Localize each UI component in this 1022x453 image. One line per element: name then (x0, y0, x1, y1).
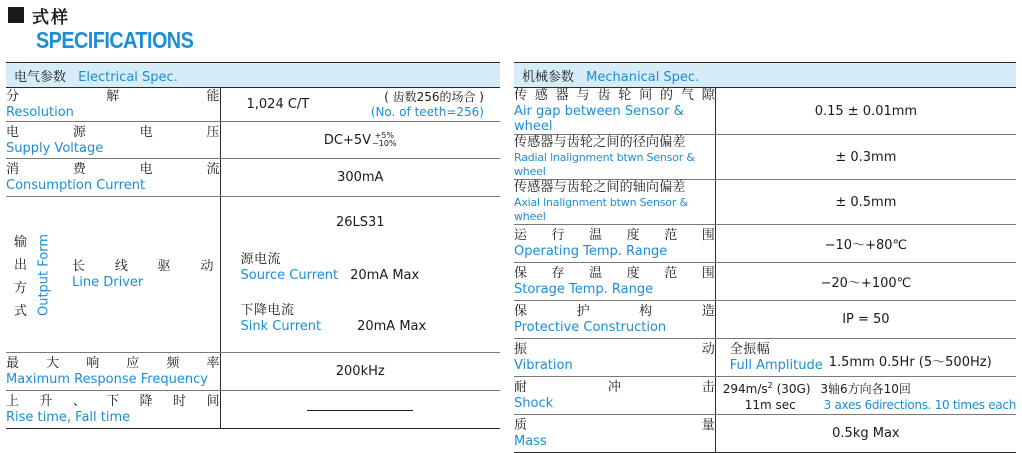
resolution-value: 1,024 C/T (246, 97, 310, 112)
shock-duration: 11m sec (744, 398, 796, 412)
label-char: 量 (701, 418, 715, 433)
label-char: 降 (139, 394, 153, 409)
title-row (8, 4, 219, 26)
voltage-tolerance-plus: +5% (374, 131, 395, 140)
axial-value: ± 0.5mm (715, 180, 1016, 225)
label-char: 范 (664, 266, 678, 281)
label-char: 保 (514, 266, 528, 281)
resolution-row (6, 88, 500, 122)
label-char: 轮 (618, 88, 632, 103)
label-char: 气 (680, 88, 694, 103)
label-char: 出 (14, 257, 28, 273)
electrical-header-cn: 电气参数 (14, 69, 67, 85)
max-response-label-en: Maximum Response Frequency (6, 372, 208, 387)
shock-acceleration: 294m/s (722, 382, 768, 396)
label-char: 分 (6, 89, 20, 104)
electrical-spec-table (6, 62, 500, 429)
label-char: 冲 (607, 380, 621, 395)
shock-label (514, 377, 715, 415)
voltage-tolerance-minus: −10% (372, 139, 397, 148)
mass-label (514, 415, 715, 453)
electrical-spec-header (6, 63, 500, 88)
consumption-current-row (6, 159, 500, 197)
operating-temp-label-cn (514, 228, 715, 244)
output-form-label-cn (6, 231, 34, 319)
supply-voltage-row (6, 122, 500, 159)
resolution-label-en: Resolution (6, 105, 74, 120)
label-char: 感 (534, 88, 548, 103)
label-char: 行 (551, 228, 565, 243)
vibration-label (514, 339, 715, 377)
rise-fall-value-cell (220, 391, 500, 429)
label-char: 率 (206, 356, 220, 371)
storage-temp-value: −20～+100℃ (715, 263, 1016, 301)
label-char: 质 (514, 418, 528, 433)
mass-row (514, 415, 1016, 453)
mechanical-spec-header (514, 63, 1016, 88)
mass-label-cn (514, 418, 715, 434)
shock-g-value: (30G) (772, 382, 811, 396)
line-driver-label-en: Line Driver (72, 275, 144, 290)
storage-temp-label-en: Storage Temp. Range (514, 282, 654, 297)
label-char: 温 (589, 228, 603, 243)
mechanical-spec-table (514, 62, 1016, 453)
air-gap-label-cn (514, 88, 715, 104)
axial-label (514, 180, 715, 225)
line-driver-label-cn (72, 259, 214, 275)
label-char: 运 (514, 228, 528, 243)
label-char: 器 (555, 88, 569, 103)
output-chip: 26LS31 (335, 215, 385, 230)
storage-temp-row (514, 263, 1016, 301)
radial-label-cn: 传感器与齿轮之间的径向偏差 (514, 135, 686, 150)
mechanical-header-cn: 机械参数 (522, 69, 575, 85)
source-current-cn: 源电流 (240, 252, 282, 267)
operating-temp-label-en: Operating Temp. Range (514, 244, 668, 259)
radial-label (514, 135, 715, 180)
label-char: 的 (660, 88, 674, 103)
shock-label-cn (514, 380, 715, 396)
page-title-en: SPECIFICATIONS (36, 27, 194, 53)
operating-temp-row (514, 225, 1016, 263)
page-header (8, 4, 219, 54)
label-char: 造 (701, 304, 715, 319)
sink-current-en: Sink Current (240, 319, 322, 334)
label-char: 传 (514, 88, 528, 103)
axial-label-en: Axial lnalignment btwn Sensor & wheel (514, 196, 688, 223)
label-char: 最 (6, 356, 20, 371)
label-char: 频 (166, 356, 180, 371)
rise-fall-label-cn (6, 394, 220, 410)
sink-current-value: 20mA Max (357, 319, 427, 334)
label-char: 电 (139, 162, 153, 177)
label-char: 线 (114, 259, 128, 274)
label-char: 耐 (514, 380, 528, 395)
output-form-row (6, 197, 500, 353)
shock-value-cell (715, 377, 1016, 415)
output-form-label-en-wrap (34, 225, 54, 325)
rise-fall-label-en: Rise time, Fall time (6, 410, 131, 425)
label-char: 度 (626, 228, 640, 243)
consumption-current-value: 300mA (220, 159, 500, 197)
label-char: 式 (14, 303, 28, 319)
radial-row (514, 135, 1016, 180)
label-char: 上 (6, 394, 20, 409)
label-char: 输 (14, 234, 28, 250)
black-square-bullet-icon (8, 7, 24, 23)
air-gap-label-en: Air gap between Sensor & wheel (514, 104, 684, 134)
resolution-label-cn (6, 89, 220, 105)
protective-row (514, 301, 1016, 339)
vibration-label-cn (514, 342, 715, 358)
radial-label-en: Radial lnalignment btwn Sensor & wheel (514, 151, 695, 178)
label-char: 护 (576, 304, 590, 319)
mechanical-header-en: Mechanical Spec. (586, 69, 700, 85)
operating-temp-label (514, 225, 715, 263)
label-char: 度 (626, 266, 640, 281)
label-char: 消 (6, 162, 20, 177)
label-char: 电 (6, 124, 20, 140)
storage-temp-label (514, 263, 715, 301)
axial-label-cn: 传感器与齿轮之间的轴向偏差 (514, 180, 686, 195)
shock-directions-en: 3 axes 6directions. 10 times each (823, 398, 1016, 412)
full-amplitude-cn: 全振幅 (729, 342, 771, 357)
label-char: 驱 (157, 259, 171, 274)
output-form-label-en: Output Form (36, 233, 52, 316)
max-response-label-cn (6, 356, 220, 372)
rise-fall-row (6, 391, 500, 429)
mass-value: 0.5kg Max (715, 415, 1016, 453)
max-response-value: 200kHz (220, 353, 500, 391)
rise-fall-empty-line (307, 410, 413, 411)
label-char: 流 (206, 162, 220, 177)
label-char: 能 (206, 89, 220, 104)
label-char: 时 (173, 394, 187, 409)
label-char: 击 (701, 380, 715, 395)
vibration-value-cell (715, 339, 1016, 377)
supply-voltage-label (6, 122, 220, 159)
supply-voltage-value: DC+5V (323, 132, 372, 148)
vibration-value: 1.5mm 0.5Hr (5～500Hz) (828, 355, 992, 370)
label-char: 范 (664, 228, 678, 243)
label-char: 温 (589, 266, 603, 281)
label-char: 围 (701, 228, 715, 243)
air-gap-value: 0.15 ± 0.01mm (715, 88, 1016, 135)
label-char: 源 (72, 124, 86, 140)
resolution-note-cn: ( 齿数256的场合 ) (384, 89, 484, 104)
operating-temp-value: −10～+80℃ (715, 225, 1016, 263)
label-char: 响 (86, 356, 100, 371)
label-char: 升 (39, 394, 53, 409)
label-char: 围 (701, 266, 715, 281)
protective-value: IP = 50 (715, 301, 1016, 339)
label-char: 长 (72, 259, 86, 274)
shock-label-en: Shock (514, 396, 554, 411)
label-char: 存 (551, 266, 565, 281)
label-char: 齿 (597, 88, 611, 103)
consumption-current-label-cn (6, 162, 220, 178)
label-char: 保 (514, 304, 528, 319)
label-char: 费 (72, 162, 86, 177)
supply-voltage-value-cell (220, 122, 500, 159)
shock-directions-cn: 3轴6方向各10回 (820, 382, 911, 396)
sink-current-cn: 下降电流 (240, 303, 295, 318)
label-char: 大 (46, 356, 60, 371)
mass-label-en: Mass (514, 434, 547, 449)
label-char: 电 (139, 124, 153, 140)
output-form-label-cell (6, 197, 220, 353)
resolution-value-cell (220, 88, 500, 122)
label-char: 间 (639, 88, 653, 103)
label-char: 压 (206, 124, 220, 140)
label-char: 振 (514, 342, 528, 357)
max-response-row (6, 353, 500, 391)
vibration-label-en: Vibration (514, 358, 573, 373)
electrical-header-en: Electrical Spec. (78, 69, 178, 85)
source-current-en: Source Current (240, 268, 339, 283)
resolution-note-en: (No. of teeth=256) (370, 104, 484, 119)
label-char: 应 (126, 356, 140, 371)
label-char: 间 (206, 394, 220, 409)
label-char: 动 (200, 259, 214, 274)
protective-label-cn (514, 304, 715, 320)
protective-label (514, 301, 715, 339)
label-char: 方 (14, 280, 28, 296)
page-title-cn: 式样 (32, 7, 70, 28)
shock-row (514, 377, 1016, 415)
label-char: 构 (639, 304, 653, 319)
protective-label-en: Protective Construction (514, 320, 667, 335)
source-current-value: 20mA Max (350, 268, 420, 283)
rise-fall-label (6, 391, 220, 429)
label-char: 下 (106, 394, 120, 409)
vibration-row (514, 339, 1016, 377)
label-char: 、 (72, 394, 86, 409)
shock-acceleration-exponent: 2 (767, 381, 773, 390)
full-amplitude-en: Full Amplitude (729, 358, 823, 373)
air-gap-row (514, 88, 1016, 135)
resolution-label (6, 88, 220, 122)
label-char: 动 (701, 342, 715, 357)
label-char: 与 (576, 88, 590, 103)
label-char: 解 (106, 89, 120, 104)
storage-temp-label-cn (514, 266, 715, 282)
consumption-current-label-en: Consumption Current (6, 178, 146, 193)
label-char: 隙 (701, 88, 715, 103)
radial-value: ± 0.3mm (715, 135, 1016, 180)
output-form-value-cell (220, 197, 500, 353)
axial-row (514, 180, 1016, 225)
max-response-label (6, 353, 220, 391)
supply-voltage-label-en: Supply Voltage (6, 140, 104, 156)
air-gap-label (514, 88, 715, 135)
consumption-current-label (6, 159, 220, 197)
supply-voltage-label-cn (6, 125, 220, 141)
